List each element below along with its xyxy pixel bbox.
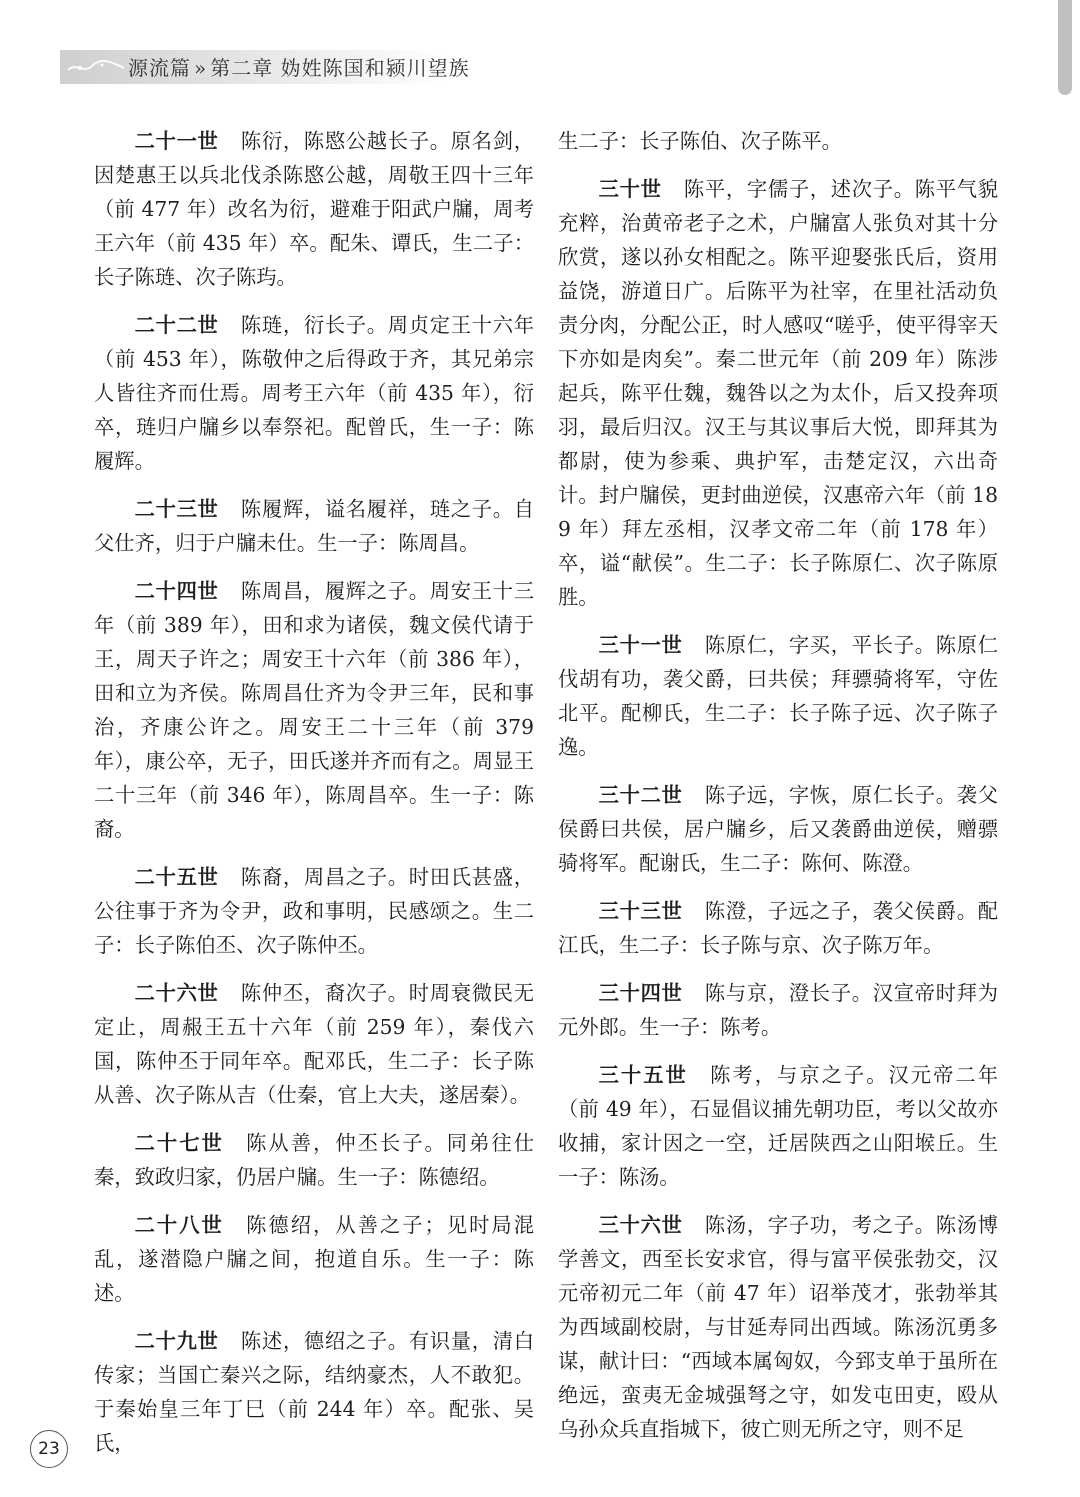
generation-label: 二十二世 bbox=[134, 313, 219, 337]
right-column bbox=[558, 124, 998, 1460]
header-separator: » bbox=[194, 56, 208, 80]
entry-text: 陈德绍，从善之子；见时局混乱，遂潜隐户牖之间，抱道自乐。生一子：陈述。 bbox=[94, 1213, 534, 1305]
entry-text: 陈衍，陈愍公越长子。原名剑，因楚惠王以兵北伐杀陈愍公越，周敬王四十三年（前 477 年）改名为衍，避难于阳武户牖，周考王六年（前 435 年）卒。配朱、谭氏，生二子：长子陈琏、次子陈玙。 bbox=[94, 129, 534, 289]
generation-label: 三十二世 bbox=[598, 783, 683, 807]
genealogy-entry bbox=[94, 976, 534, 1112]
genealogy-entry bbox=[94, 124, 534, 294]
left-column bbox=[94, 124, 534, 1474]
generation-label: 三十三世 bbox=[598, 899, 683, 923]
generation-label: 二十三世 bbox=[134, 497, 219, 521]
entry-text: 陈原仁，字买，平长子。陈原仁伐胡有功，袭父爵，曰共侯；拜骠骑将军，守佐北平。配柳氏，生二子：长子陈子远、次子陈子逸。 bbox=[558, 633, 998, 759]
generation-label: 二十五世 bbox=[134, 865, 219, 889]
entry-text: 陈考，与京之子。汉元帝二年（前 49 年），石显倡议捕先朝功臣，考以父故亦收捕，家计因之一空，迁居陕西之山阳堠丘。生一子：陈汤。 bbox=[558, 1063, 998, 1189]
generation-label: 二十九世 bbox=[134, 1329, 219, 1353]
genealogy-entry bbox=[94, 1126, 534, 1194]
generation-label: 二十七世 bbox=[134, 1131, 224, 1155]
generation-label: 三十一世 bbox=[598, 633, 683, 657]
generation-label: 三十四世 bbox=[598, 981, 683, 1005]
generation-label: 二十一世 bbox=[134, 129, 219, 153]
genealogy-entry bbox=[94, 574, 534, 846]
generation-label: 二十四世 bbox=[134, 579, 219, 603]
entry-text: 陈履辉，谥名履祥，琏之子。自父仕齐，归于户牖未仕。生一子：陈周昌。 bbox=[94, 497, 534, 555]
entry-text: 陈子远，字恢，原仁长子。袭父侯爵曰共侯，居户牖乡，后又袭爵曲逆侯，赠骠骑将军。配谢氏，生二子：陈何、陈澄。 bbox=[558, 783, 998, 875]
genealogy-entry bbox=[94, 1324, 534, 1460]
scrollbar-thumb[interactable] bbox=[1058, 0, 1072, 95]
entry-text: 陈裔，周昌之子。时田氏甚盛，公往事于齐为令尹，政和事明，民感颂之。生二子：长子陈伯丕、次子陈仲丕。 bbox=[94, 865, 534, 957]
genealogy-entry bbox=[94, 492, 534, 560]
genealogy-entry bbox=[558, 172, 998, 614]
page-number: 23 bbox=[30, 1430, 68, 1468]
generation-label: 三十六世 bbox=[598, 1213, 683, 1237]
entry-text: 陈汤，字子功，考之子。陈汤博学善文，西至长安求官，得与富平侯张勃交，汉元帝初元二年（前 47 年）诏举茂才，张勃举其为西域副校尉，与甘延寿同出西域。陈汤沉勇多谋，献计曰：“西域本属匈奴，今郅支单于虽所在绝远，蛮夷无金城强弩之守，如发屯田吏，殴从乌孙众兵直指城下，彼亡则无所之守，则不足 bbox=[558, 1213, 998, 1441]
generation-label: 三十世 bbox=[598, 177, 662, 201]
entry-text: 陈从善，仲丕长子。同弟往仕秦，致政归家，仍居户牖。生一子：陈德绍。 bbox=[94, 1131, 534, 1189]
genealogy-entry bbox=[558, 628, 998, 764]
genealogy-entry bbox=[558, 894, 998, 962]
entry-text: 陈仲丕，裔次子。时周衰微民无定止，周赧王五十六年（前 259 年），秦伐六国，陈仲丕于同年卒。配邓氏，生二子：长子陈从善、次子陈从吉（仕秦，官上大夫，遂居秦）。 bbox=[94, 981, 534, 1107]
genealogy-entry bbox=[94, 308, 534, 478]
entry-text: 生二子：长子陈伯、次子陈平。 bbox=[558, 129, 842, 153]
entry-text: 陈琏，衍长子。周贞定王十六年（前 453 年），陈敬仲之后得政于齐，其兄弟宗人皆往齐而仕焉。周考王六年（前 435 年），衍卒，琏归户牖乡以奉祭祀。配曾氏，生一子：陈履辉。 bbox=[94, 313, 534, 473]
genealogy-entry bbox=[558, 976, 998, 1044]
entry-text: 陈与京，澄长子。汉宣帝时拜为元外郎。生一子：陈考。 bbox=[558, 981, 998, 1039]
header-chapter: 第二章 妫姓陈国和颍川望族 bbox=[210, 56, 470, 80]
entry-text: 陈澄，子远之子，袭父侯爵。配江氏，生二子：长子陈与京、次子陈万年。 bbox=[558, 899, 998, 957]
header-ornament-icon bbox=[66, 56, 126, 78]
genealogy-entry bbox=[558, 1208, 998, 1446]
genealogy-entry bbox=[94, 860, 534, 962]
generation-label: 二十八世 bbox=[134, 1213, 224, 1237]
generation-label: 二十六世 bbox=[134, 981, 219, 1005]
genealogy-entry bbox=[94, 1208, 534, 1310]
genealogy-entry bbox=[558, 778, 998, 880]
generation-label: 三十五世 bbox=[598, 1063, 688, 1087]
genealogy-entry-continuation bbox=[558, 124, 998, 158]
genealogy-entry bbox=[558, 1058, 998, 1194]
entry-text: 陈周昌，履辉之子。周安王十三年（前 389 年），田和求为诸侯，魏文侯代请于王，周天子许之；周安王十六年（前 386 年），田和立为齐侯。陈周昌仕齐为令尹三年，民和事治，齐康公许之。周安王二十三年（前 379 年），康公卒，无子，田氏遂并齐而有之。周显王二十三年（前 346 年），陈周昌卒。生一子：陈裔。 bbox=[94, 579, 534, 841]
entry-text: 陈述，德绍之子。有识量，清白传家；当国亡秦兴之际，结纳豪杰，人不敢犯。于秦始皇三年丁巳（前 244 年）卒。配张、吴氏， bbox=[94, 1329, 534, 1455]
header-section: 源流篇 bbox=[128, 56, 191, 80]
running-header bbox=[128, 56, 470, 80]
entry-text: 陈平，字儒子，述次子。陈平气貌充粹，治黄帝老子之术，户牖富人张负对其十分欣赏，遂以孙女相配之。陈平迎娶张氏后，资用益饶，游道日广。后陈平为社宰，在里社活动负责分肉，分配公正，时人感叹“嗟乎，使平得宰天下亦如是肉矣”。秦二世元年（前 209 年）陈涉起兵，陈平仕魏，魏咎以之为太仆，后又投奔项羽，最后归汉。汉王与其议事后大悦，即拜其为都尉，使为参乘、典护军，击楚定汉，六出奇计。封户牖侯，更封曲逆侯，汉惠帝六年（前 189 年）拜左丞相，汉孝文帝二年（前 178 年）卒，谥“献侯”。生二子：长子陈原仁、次子陈原胜。 bbox=[558, 177, 998, 609]
